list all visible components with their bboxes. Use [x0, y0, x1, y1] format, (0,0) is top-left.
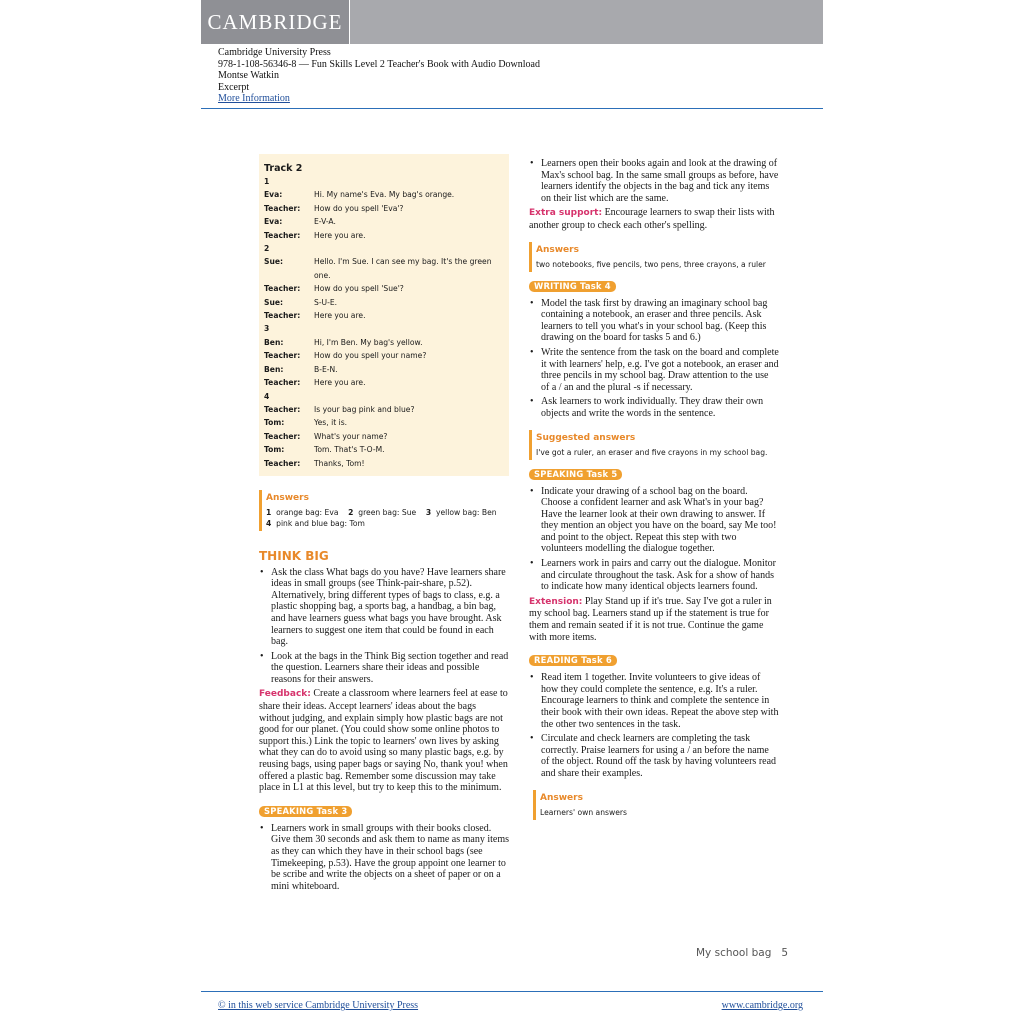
answers-title: Answers: [536, 244, 579, 255]
speaker-line: Hello. I'm Sue. I can see my bag. It's the green one.: [314, 257, 492, 280]
answer-text: pink and blue bag: Tom: [276, 518, 365, 528]
track-line: [264, 363, 504, 376]
speaker-name: Tom:: [264, 418, 285, 428]
answers-box: [533, 790, 779, 820]
track-line: [264, 229, 504, 242]
book-meta: [218, 47, 540, 105]
writing-task-4-tag: WRITING Task 4: [529, 281, 616, 292]
copyright-link[interactable]: © in this web service Cambridge University Press: [218, 1000, 419, 1011]
answer-number: 1: [266, 507, 272, 517]
suggested-answers-title: Suggested answers: [536, 432, 636, 443]
list-item: • Learners work in pairs and carry out the dialogue. Monitor and circulate throughout the task. Ask for a show of hands to indicate how many identical objects learners found.: [541, 558, 779, 593]
speaker-line: Thanks, Tom!: [314, 458, 365, 468]
speaker-name: Sue:: [264, 257, 284, 267]
extra-support-label: Extra support:: [529, 208, 603, 219]
think-big-heading: THINK BIG: [259, 548, 329, 563]
answers-title: Answers: [540, 792, 583, 803]
speaker-line: Tom. That's T-O-M.: [314, 445, 385, 455]
track-line: [264, 376, 504, 389]
speaker-name: Teacher:: [264, 351, 301, 361]
page-number: 5: [781, 947, 789, 959]
answers-text: Learners' own answers: [540, 807, 627, 817]
list-item: • Ask learners to work individually. They draw their own objects and write the words in the sentence.: [541, 396, 779, 419]
speaker-name: Ben:: [264, 364, 284, 374]
track-transcript-box: [259, 154, 509, 476]
left-column: [259, 154, 509, 895]
speaker-name: Teacher:: [264, 378, 301, 388]
speaker-name: Teacher:: [264, 404, 301, 414]
speaker-line: Is your bag pink and blue?: [314, 404, 415, 414]
speaking-task-3-list: [259, 823, 509, 893]
answer-text: green bag: Sue: [358, 507, 417, 517]
feedback-label: Feedback:: [259, 689, 311, 700]
reading-task-6-list: [529, 672, 779, 779]
list-item: • Model the task first by drawing an imaginary school bag containing a notebook, an eraser and three pencils. Ask learners to tell you what's in your school bag. (Keep this drawing on the board for tasks 5 and 6.): [541, 298, 779, 344]
answers-title: Answers: [266, 492, 309, 503]
track-title: Track 2: [264, 163, 303, 174]
track-line: [264, 188, 504, 201]
footer-rule: [201, 991, 823, 992]
speaker-name: Eva:: [264, 217, 283, 227]
unit-title: My school bag: [696, 947, 772, 959]
track-body: [264, 175, 504, 470]
list-item: • Ask the class What bags do you have? Have learners share ideas in small groups (see Think-pair-share, p.52). Alternatively, bring different types of bags to class, e.g. a plastic shopping bag, a sports bag, a handbag, a bin bag, and have learners guess what bags you have brought. Ask learners to suggest one item that could be found in each bag.: [271, 567, 509, 648]
suggested-answers-box: [529, 430, 779, 460]
speaker-line: How do you spell your name?: [314, 351, 427, 361]
meta-line: 978-1-108-56346-8 — Fun Skills Level 2 Teacher's Book with Audio Download: [218, 58, 540, 70]
answers-text: two notebooks, five pencils, two pens, three crayons, a ruler: [536, 259, 766, 269]
track-line: [264, 457, 504, 470]
track-line: [264, 202, 504, 215]
speaker-name: Ben:: [264, 337, 284, 347]
track-line: [264, 215, 504, 228]
extra-support-text: Encourage learners to swap their lists with another group to check each other's spelling.: [529, 207, 775, 231]
writing-task-4-list: [529, 298, 779, 420]
list-item: • Indicate your drawing of a school bag on the board. Choose a confident learner and ask What's in your bag? Have the learner look at their own drawing to answer. If they mention an object you have on the board, say Me too! and point to the object. Repeat this step with two volunteers modelling the dialogue together.: [541, 486, 779, 556]
speaker-line: E-V-A.: [314, 217, 336, 227]
think-big-list: [259, 567, 509, 686]
extension-label: Extension:: [529, 596, 583, 607]
list-item: • Circulate and check learners are completing the task correctly. Praise learners for using a / an before the name of the object. Round off the task by having volunteers read and share their examples.: [541, 733, 779, 779]
meta-line: Cambridge University Press: [218, 47, 331, 58]
suggested-answers-text: I've got a ruler, an eraser and five crayons in my school bag.: [536, 447, 768, 457]
list-item: • Learners open their books again and look at the drawing of Max's school bag. In the same small groups as before, have learners identify the objects in the bag and tick any items on their list which are the same.: [541, 158, 779, 204]
track-line: [264, 296, 504, 309]
track-line: [264, 416, 504, 429]
answers-box: [259, 490, 509, 531]
meta-line: Excerpt: [218, 81, 250, 93]
track-section-number: 1: [264, 177, 270, 186]
list-item: • Write the sentence from the task on the board and complete it with learners' help, e.g. I've got a notebook, an eraser and three pencils in my school bag. Draw attention to the use of a / an and the plural -s if necessary.: [541, 347, 779, 393]
answer-number: 4: [266, 518, 272, 528]
header-rule: [201, 108, 823, 109]
speaker-line: Here you are.: [314, 311, 366, 321]
speaker-line: Yes, it is.: [314, 418, 348, 428]
track-line: [264, 282, 504, 295]
right-column: [529, 158, 779, 820]
speaker-name: Teacher:: [264, 458, 301, 468]
speaking-task-3-tag: SPEAKING Task 3: [259, 806, 352, 817]
meta-line: Montse Watkin: [218, 70, 279, 81]
speaker-line: Hi, I'm Ben. My bag's yellow.: [314, 337, 423, 347]
answers-box: [529, 242, 779, 272]
speaker-line: S-U-E.: [314, 297, 338, 307]
track-line: [264, 309, 504, 322]
track-line: [264, 430, 504, 443]
speaker-name: Teacher:: [264, 431, 301, 441]
speaker-name: Teacher:: [264, 311, 301, 321]
speaker-name: Teacher:: [264, 230, 301, 240]
answer-number: 2: [348, 507, 354, 517]
speaker-name: Tom:: [264, 445, 285, 455]
speaker-name: Sue:: [264, 297, 284, 307]
cambridge-logo: CAMBRIDGE: [201, 0, 350, 44]
track-section-number: 2: [264, 244, 270, 254]
reading-task-6-tag: READING Task 6: [529, 655, 617, 666]
extension-text: Play Stand up if it's true. Say I've got a ruler in my school bag. Learners stand up if the statement is true for them and remain seated if it is not true. Continue the game with more items.: [529, 595, 772, 643]
track-section-number: 4: [264, 391, 270, 401]
speaker-line: Here you are.: [314, 230, 366, 240]
answers-line: [266, 507, 509, 518]
speaking-task-5-list: [529, 486, 779, 593]
list-item: • Learners work in small groups with their books closed. Give them 30 seconds and ask them to name as many items as they can which they have in their school bags (see Timekeeping, p.53). Have the group appoint one learner to be scribe and write the objects on a sheet of paper or on a mini whiteboard.: [271, 823, 509, 893]
cambridge-website-link[interactable]: www.cambridge.org: [721, 1000, 803, 1011]
speaker-name: Teacher:: [264, 203, 301, 213]
extension-paragraph: [529, 596, 779, 643]
feedback-paragraph: [259, 688, 509, 793]
more-information-link[interactable]: More Information: [218, 93, 290, 104]
track-line: [264, 443, 504, 456]
track-line: [264, 349, 504, 362]
speaker-line: Hi. My name's Eva. My bag's orange.: [314, 190, 455, 200]
list-item: • Read item 1 together. Invite volunteers to give ideas of how they could complete the sentence, e.g. It's a ruler. Encourage learners to think and complete the sentence in their book with their own ideas. Repeat the above step with the other two sentences in the task.: [541, 672, 779, 730]
speaker-line: How do you spell 'Eva'?: [314, 203, 404, 213]
track-line: [264, 336, 504, 349]
page-footer: [696, 947, 788, 959]
speaking-task-5-tag: SPEAKING Task 5: [529, 469, 622, 480]
track-line: [264, 255, 504, 282]
extra-support-paragraph: [529, 207, 779, 231]
speaker-line: What's your name?: [314, 431, 388, 441]
track-line: [264, 403, 504, 416]
answer-text: yellow bag: Ben: [435, 507, 497, 517]
speaker-line: How do you spell 'Sue'?: [314, 284, 404, 294]
list-item: • Look at the bags in the Think Big section together and read the question. Learners share their ideas and possible reasons for their answers.: [271, 651, 509, 686]
answer-text: orange bag: Eva: [276, 507, 339, 517]
intro-list: [529, 158, 779, 204]
speaker-line: Here you are.: [314, 378, 366, 388]
feedback-text: Create a classroom where learners feel at ease to share their ideas. Accept learners' ideas about the bags without judging, and explain simply how plastic bags are not good for our planet. (You could show some online photos to support this.) Link the topic to learners' own lives by asking what they can do to avoid using so many plastic bags, e.g. by reusing bags, using paper bags or saying No, thank you! when offered a plastic bag. Remember some discussion may take place in L1 at this level, but try to keep this to the minimum.: [259, 688, 508, 794]
speaker-name: Eva:: [264, 190, 283, 200]
answers-line: [266, 518, 509, 529]
speaker-line: B-E-N.: [314, 364, 338, 374]
track-section-number: 3: [264, 324, 270, 334]
answer-number: 3: [425, 507, 432, 517]
speaker-name: Teacher:: [264, 284, 301, 294]
